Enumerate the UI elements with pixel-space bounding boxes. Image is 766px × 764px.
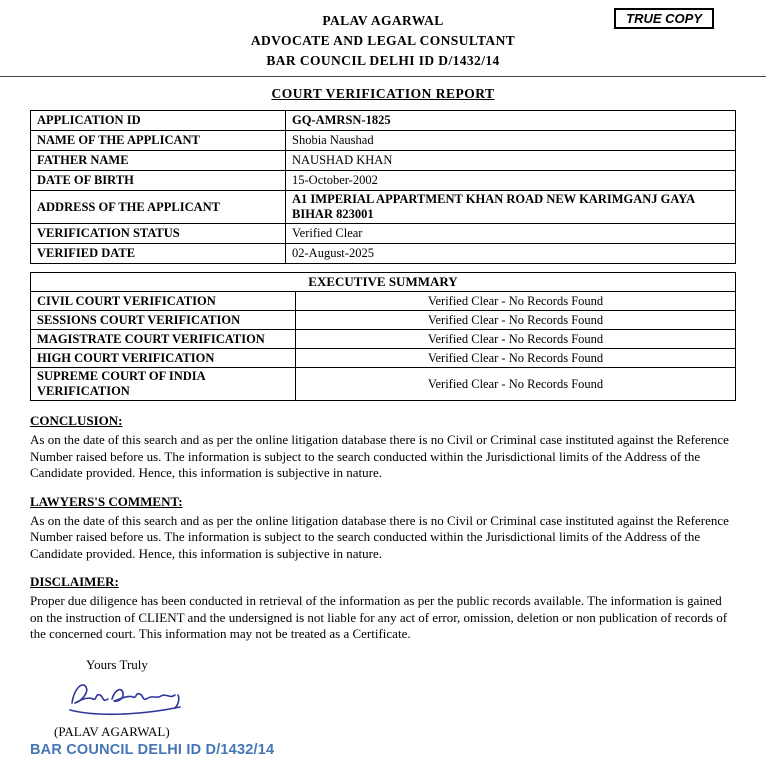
- executive-summary-title: EXECUTIVE SUMMARY: [31, 273, 736, 292]
- verification-result: Verified Clear - No Records Found: [296, 292, 736, 311]
- field-value: A1 IMPERIAL APPARTMENT KHAN ROAD NEW KARIMGANJ GAYA BIHAR 823001: [286, 191, 736, 224]
- field-label: FATHER NAME: [31, 151, 286, 171]
- section-conclusion: [30, 413, 736, 482]
- signatory-name: (PALAV AGARWAL): [54, 723, 170, 739]
- closing-line: Yours Truly: [86, 656, 148, 672]
- section-heading: DISCLAIMER:: [30, 574, 119, 589]
- verification-result: Verified Clear - No Records Found: [296, 311, 736, 330]
- field-value: NAUSHAD KHAN: [286, 151, 736, 171]
- field-label: VERIFICATION STATUS: [31, 224, 286, 244]
- verification-label: SUPREME COURT OF INDIA VERIFICATION: [31, 368, 296, 401]
- table-row: [31, 224, 736, 244]
- advocate-name: PALAV AGARWAL: [322, 13, 444, 28]
- section-heading: LAWYERS'S COMMENT:: [30, 493, 183, 509]
- signature-image: [62, 675, 736, 723]
- table-row: [31, 151, 736, 171]
- field-label: DATE OF BIRTH: [31, 171, 286, 191]
- table-row: [31, 111, 736, 131]
- table-row: [31, 311, 736, 330]
- field-label: NAME OF THE APPLICANT: [31, 131, 286, 151]
- report-content: [0, 110, 766, 758]
- verification-label: CIVIL COURT VERIFICATION: [31, 292, 296, 311]
- field-label: ADDRESS OF THE APPLICANT: [31, 191, 286, 224]
- true-copy-stamp: TRUE COPY: [614, 8, 714, 29]
- header-divider: [0, 76, 766, 77]
- table-row: [31, 273, 736, 292]
- verification-label: HIGH COURT VERIFICATION: [31, 349, 296, 368]
- verification-label: SESSIONS COURT VERIFICATION: [31, 311, 296, 330]
- applicant-details-table: [30, 110, 736, 264]
- verification-result: Verified Clear - No Records Found: [296, 349, 736, 368]
- report-title: COURT VERIFICATION REPORT: [271, 86, 495, 101]
- table-row: [31, 349, 736, 368]
- signatory-bar-id: BAR COUNCIL DELHI ID D/1432/14: [30, 741, 275, 758]
- verification-result: Verified Clear - No Records Found: [296, 330, 736, 349]
- section-heading: CONCLUSION:: [30, 413, 123, 428]
- table-row: [31, 131, 736, 151]
- table-row: [31, 330, 736, 349]
- table-row: [31, 244, 736, 264]
- field-label: VERIFIED DATE: [31, 244, 286, 264]
- executive-summary-table: [30, 272, 736, 401]
- field-label: APPLICATION ID: [31, 111, 286, 131]
- field-value: Shobia Naushad: [286, 131, 736, 151]
- section-body: As on the date of this search and as per the online litigation database there is no Civil or Criminal case instituted against the Reference Number raised before us. The information is subject to the search conducted within the Jurisdictional limits of the Address of the Candidate provided. Hence, this information is subjective in nature.: [30, 432, 729, 480]
- table-row: [31, 292, 736, 311]
- verification-label: MAGISTRATE COURT VERIFICATION: [31, 330, 296, 349]
- advocate-bar-id: BAR COUNCIL DELHI ID D/1432/14: [266, 53, 500, 68]
- verification-result: Verified Clear - No Records Found: [296, 368, 736, 401]
- section-lawyers-comment: [30, 494, 736, 563]
- field-value: Verified Clear: [286, 224, 736, 244]
- field-value: GQ-AMRSN-1825: [286, 111, 736, 131]
- table-row: [31, 191, 736, 224]
- field-value: 02-August-2025: [286, 244, 736, 264]
- section-body: As on the date of this search and as per the online litigation database there is no Civil or Criminal case instituted against the Reference Number raised before us. The information is subject to the search conducted within the Jurisdictional limits of the Address of the Candidate provided. Hence, this information is subjective in nature.: [30, 512, 729, 561]
- table-row: [31, 171, 736, 191]
- section-disclaimer: [30, 574, 736, 643]
- advocate-title: ADVOCATE AND LEGAL CONSULTANT: [250, 33, 516, 48]
- table-row: [31, 368, 736, 401]
- section-body: Proper due diligence has been conducted in retrieval of the information as per the public records available. The information is gained on the instruction of CLIENT and the undersigned is not liable for any act of error, omission, deletion or non publication of records of the concerned court. This information may not be treated as a Certificate.: [30, 593, 728, 641]
- field-value: 15-October-2002: [286, 171, 736, 191]
